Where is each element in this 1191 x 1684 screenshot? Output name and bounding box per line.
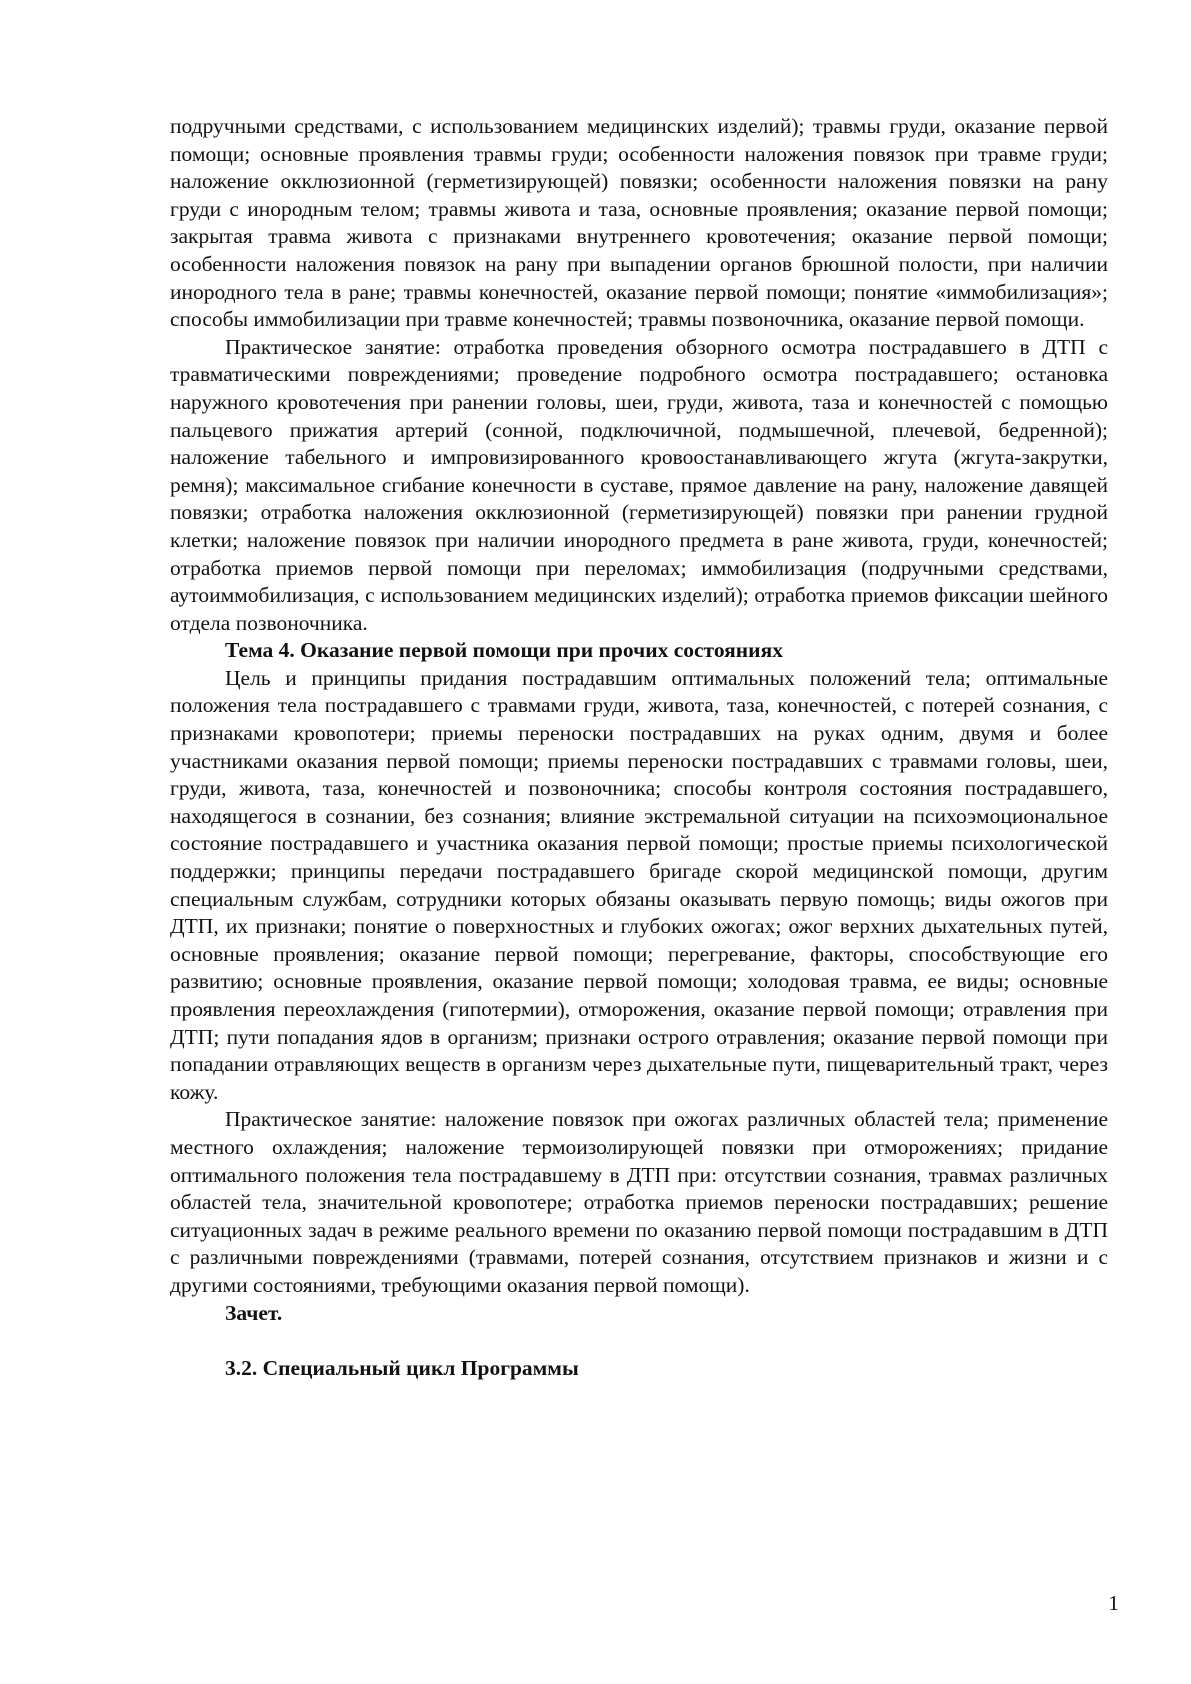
test-heading: Зачет. — [225, 1300, 283, 1325]
paragraph-chest-abdomen-injuries: подручными средствами, с использованием медицинских изделий); травмы груди, оказание первой помощи; основные проявления травмы груди; особенности наложения повязок при травме груди; наложение окклюзионной (герметизирующей) повязки; особенности наложения повязки на рану груди с инородным телом; травмы живота и таза, основные проявления; оказание первой помощи; закрытая травма живота с признаками внутреннего кровотечения; оказание первой помощи; особенности наложения повязок на рану при выпадении органов брюшной полости, при наличии инородного тела в ране; травмы конечностей, оказание первой помощи; понятие «иммобилизация»; способы иммобилизации при травме конечностей; травмы позвоночника, оказание первой помощи. — [170, 114, 1108, 332]
document-page — [170, 113, 1108, 1382]
topic-4-heading: Тема 4. Оказание первой помощи при прочих состояниях — [225, 638, 783, 663]
paragraph-practical-trauma: Практическое занятие: отработка проведения обзорного осмотра пострадавшего в ДТП с травматическими повреждениями; проведение подробного осмотра пострадавшего; остановка наружного кровотечения при ранении головы, шеи, груди, живота, таза и конечностей с помощью пальцевого прижатия артерий (сонной, подключичной, подмышечной, плечевой, бедренной); наложение табельного и импровизированного кровоостанавливающего жгута (жгута-закрутки, ремня); максимальное сгибание конечности в суставе, прямое давление на рану, наложение давящей повязки; отработка наложения окклюзионной (герметизирующей) повязки при ранении грудной клетки; наложение повязок при наличии инородного предмета в ране живота, груди, конечностей; отработка приемов первой помощи при переломах; иммобилизация (подручными средствами, аутоиммобилизация, с использованием медицинских изделий); отработка приемов фиксации шейного отдела позвоночника. — [170, 334, 1108, 635]
paragraph-practical-other-conditions: Практическое занятие: наложение повязок при ожогах различных областей тела; применение местного охлаждения; наложение термоизолирующей повязки при отморожениях; придание оптимального положения тела пострадавшему в ДТП при: отсутствии сознания, травмах различных областей тела, значительной кровопотере; отработка приемов переноски пострадавших; решение ситуационных задач в режиме реального времени по оказанию первой помощи пострадавшим в ДТП с различными повреждениями (травмами, потерей сознания, отсутствием признаков и жизни и с другими состояниями, требующими оказания первой помощи). — [170, 1107, 1108, 1297]
section-3-2-heading: 3.2. Специальный цикл Программы — [225, 1355, 579, 1380]
blank-line — [170, 1327, 1108, 1355]
paragraph-topic-4-content: Цель и принципы придания пострадавшим оптимальных положений тела; оптимальные положения тела пострадавшего с травмами груди, живота, таза, конечностей, с потерей сознания, с признаками кровопотери; приемы переноски пострадавших на руках одним, двумя и более участниками оказания первой помощи; приемы переноски пострадавших с травмами головы, шеи, груди, живота, таза, конечностей и позвоночника; способы контроля состояния пострадавшего, находящегося в сознании, без сознания; влияние экстремальной ситуации на психоэмоциональное состояние пострадавшего и участника оказания первой помощи; простые приемы психологической поддержки; принципы передачи пострадавшего бригаде скорой медицинской помощи, другим специальным службам, сотрудники которых обязаны оказывать первую помощь; виды ожогов при ДТП, их признаки; понятие о поверхностных и глубоких ожогах; ожог верхних дыхательных путей, основные проявления; оказание первой помощи; перегревание, факторы, способствующие его развитию; основные проявления, оказание первой помощи; холодовая травма, ее виды; основные проявления переохлаждения (гипотермии), отморожения, оказание первой помощи; отравления при ДТП; пути попадания ядов в организм; признаки острого отравления; оказание первой помощи при попадании отравляющих веществ в организм через дыхательные пути, пищеварительный тракт, через кожу. — [170, 665, 1108, 1104]
page-number: 1 — [1108, 1591, 1119, 1615]
